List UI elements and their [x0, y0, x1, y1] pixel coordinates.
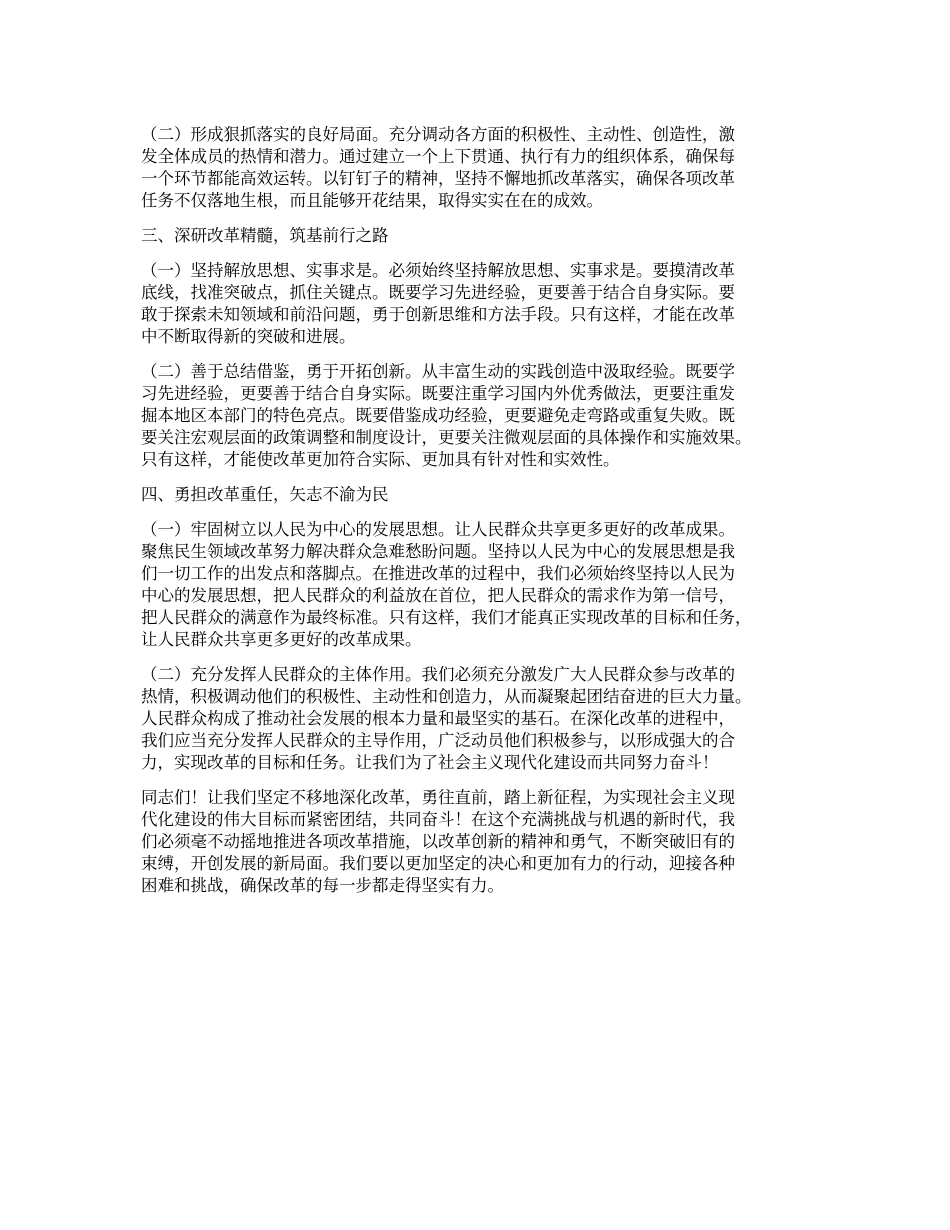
text-line: 把人民群众的满意作为最终标准。只有这样，我们才能真正实现改革的目标和任务，: [141, 608, 752, 627]
text-line: （一）坚持解放思想、实事求是。必须始终坚持解放思想、实事求是。要摸清改革: [141, 261, 735, 280]
text-line: 们一切工作的出发点和落脚点。在推进改革的过程中，我们必须始终坚持以人民为: [141, 564, 735, 583]
text-line: 人民群众构成了推动社会发展的根本力量和最坚实的基石。在深化改革的进程中，: [141, 709, 735, 728]
body-paragraph: [141, 519, 831, 651]
text-line: （一）牢固树立以人民为中心的发展思想。让人民群众共享更多更好的改革成果。: [141, 520, 735, 539]
text-line: 中心的发展思想，把人民群众的利益放在首位，把人民群众的需求作为第一信号，: [141, 586, 735, 605]
text-line: 一个环节都能高效运转。以钉钉子的精神，坚持不懈地抓改革落实，确保各项改革: [141, 169, 735, 188]
body-paragraph: [141, 124, 831, 212]
text-line: 敢于探索未知领域和前沿问题，勇于创新思维和方法手段。只有这样，才能在改革: [141, 305, 735, 324]
text-line: 发全体成员的热情和潜力。通过建立一个上下贯通、执行有力的组织体系，确保每: [141, 147, 735, 166]
text-line: （二）形成狠抓落实的良好局面。充分调动各方面的积极性、主动性、创造性，激: [141, 125, 735, 144]
section-heading: [141, 225, 831, 247]
text-line: （二）充分发挥人民群众的主体作用。我们必须充分激发广大人民群众参与改革的: [141, 665, 735, 684]
text-line: 聚焦民生领域改革努力解决群众急难愁盼问题。坚持以人民为中心的发展思想是我: [141, 542, 735, 561]
body-paragraph: [141, 787, 831, 897]
section-heading: [141, 484, 831, 506]
text-line: 要关注宏观层面的政策调整和制度设计，更要关注微观层面的具体操作和实施效果。: [141, 428, 752, 447]
text-line: 三、深研改革精髓，筑基前行之路: [141, 226, 389, 245]
text-line: 同志们！让我们坚定不移地深化改革，勇往直前，踏上新征程，为实现社会主义现: [141, 788, 735, 807]
text-line: 束缚，开创发展的新局面。我们要以更加坚定的决心和更加有力的行动，迎接各种: [141, 854, 735, 873]
body-paragraph: [141, 664, 831, 774]
text-line: 力，实现改革的目标和任务。让我们为了社会主义现代化建设而共同努力奋斗！: [141, 753, 719, 772]
text-line: 四、勇担改革重任，矢志不渝为民: [141, 485, 389, 504]
text-line: 让人民群众共享更多更好的改革成果。: [141, 630, 422, 649]
text-line: （二）善于总结借鉴，勇于开拓创新。从丰富生动的实践创造中汲取经验。既要学: [141, 362, 735, 381]
text-line: 们必须毫不动摇地推进各项改革措施，以改革创新的精神和勇气，不断突破旧有的: [141, 832, 735, 851]
text-line: 只有这样，才能使改革更加符合实际、更加具有针对性和实效性。: [141, 450, 620, 469]
text-line: 掘本地区本部门的特色亮点。既要借鉴成功经验，更要避免走弯路或重复失败。既: [141, 406, 735, 425]
text-line: 代化建设的伟大目标而紧密团结，共同奋斗！在这个充满挑战与机遇的新时代，我: [141, 810, 735, 829]
text-line: 我们应当充分发挥人民群众的主导作用，广泛动员他们积极参与，以形成强大的合: [141, 731, 735, 750]
document-page: [141, 124, 831, 910]
text-line: 热情，积极调动他们的积极性、主动性和创造力，从而凝聚起团结奋进的巨大力量。: [141, 687, 752, 706]
text-line: 底线，找准突破点，抓住关键点。既要学习先进经验，更要善于结合自身实际。要: [141, 283, 735, 302]
body-paragraph: [141, 361, 831, 471]
text-line: 困难和挑战，确保改革的每一步都走得坚实有力。: [141, 876, 504, 895]
body-paragraph: [141, 260, 831, 348]
text-line: 任务不仅落地生根，而且能够开花结果，取得实实在在的成效。: [141, 191, 603, 210]
text-line: 习先进经验，更要善于结合自身实际。既要注重学习国内外优秀做法，更要注重发: [141, 384, 735, 403]
text-line: 中不断取得新的突破和进展。: [141, 327, 356, 346]
